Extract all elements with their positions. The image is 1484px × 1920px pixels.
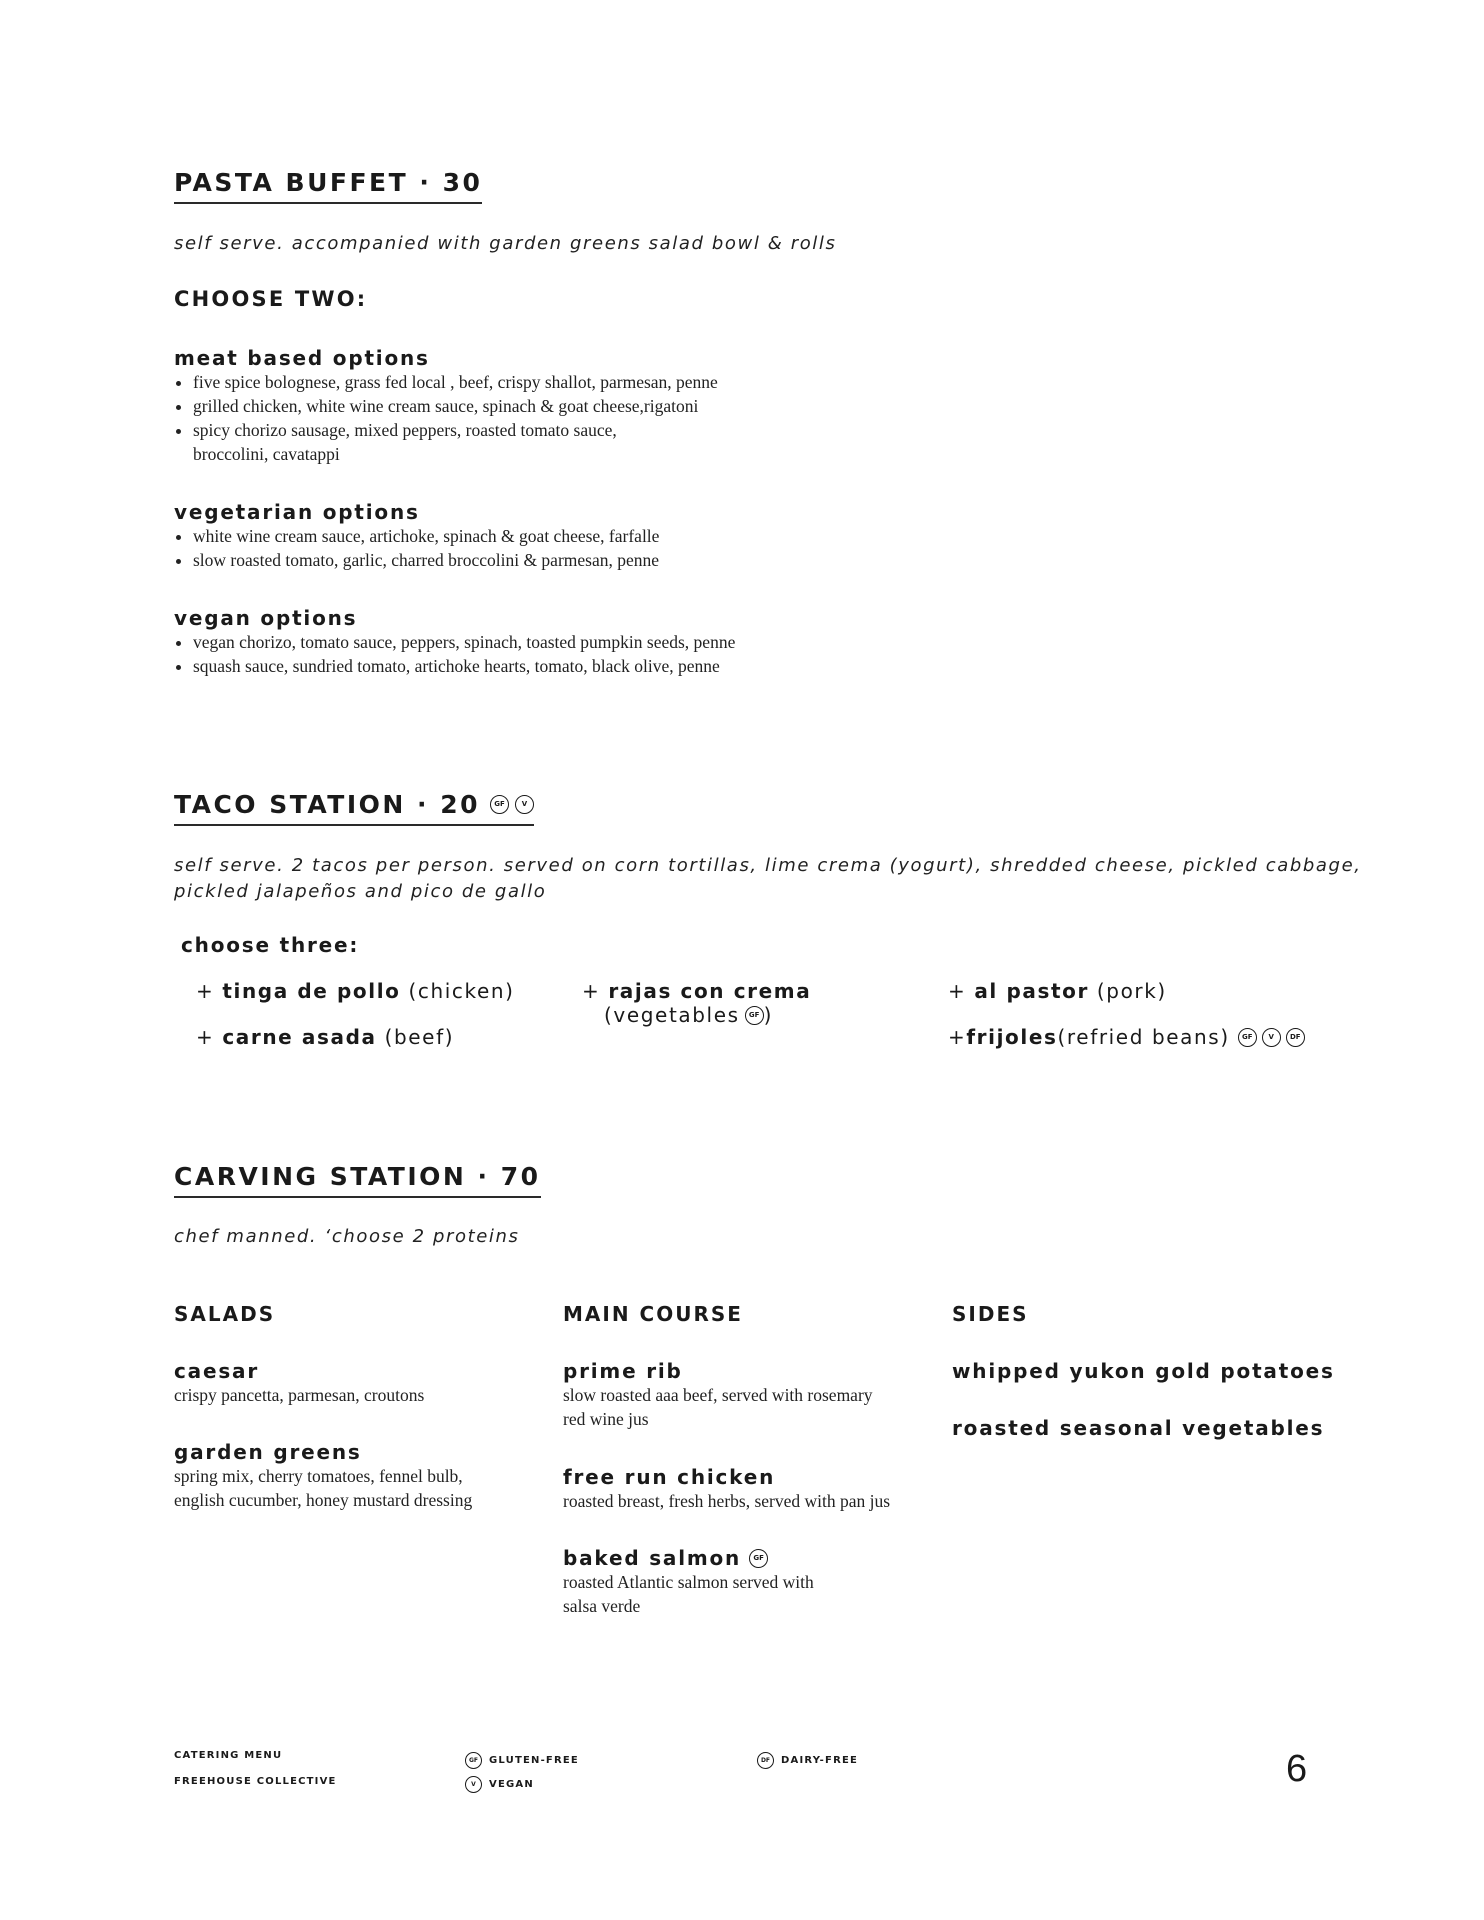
dish-name: free run chicken bbox=[563, 1465, 776, 1489]
pasta-vegetarian-section bbox=[174, 500, 833, 572]
tagline-line: pickled jalapeños and pico de gallo bbox=[174, 881, 547, 902]
carving-station-heading bbox=[174, 1162, 541, 1198]
option-name: carne asada bbox=[222, 1025, 377, 1049]
main-prime-rib bbox=[563, 1359, 873, 1431]
option-prefix: + bbox=[582, 979, 609, 1003]
category-title: vegetarian options bbox=[174, 500, 420, 524]
carving-station-title: CARVING STATION · 70 bbox=[174, 1162, 541, 1191]
category-title: vegan options bbox=[174, 606, 358, 630]
vegan-icon: V bbox=[1262, 1028, 1281, 1047]
dish-description: salsa verde bbox=[563, 1596, 641, 1616]
legend-vegan bbox=[465, 1776, 534, 1793]
dish-name: baked salmon bbox=[563, 1546, 742, 1570]
option-name: frijoles bbox=[966, 1025, 1058, 1049]
salad-garden-greens bbox=[174, 1440, 472, 1512]
gluten-free-icon: GF bbox=[749, 1549, 768, 1568]
dairy-free-icon: DF bbox=[757, 1752, 774, 1769]
vegan-icon: V bbox=[465, 1776, 482, 1793]
option-list bbox=[174, 524, 833, 572]
taco-option-tinga bbox=[196, 979, 515, 1003]
gluten-free-icon: GF bbox=[1238, 1028, 1257, 1047]
list-item: vegan chorizo, tomato sauce, peppers, spinach, toasted pumpkin seeds, penne bbox=[174, 630, 833, 654]
dish-name: caesar bbox=[174, 1359, 259, 1383]
dish-name-row bbox=[563, 1546, 814, 1570]
legend-dairy-free bbox=[757, 1752, 858, 1769]
main-course-heading: MAIN COURSE bbox=[563, 1302, 743, 1326]
option-prefix: + bbox=[948, 1025, 967, 1049]
dish-description: spring mix, cherry tomatoes, fennel bulb, bbox=[174, 1466, 463, 1486]
pasta-vegan-section bbox=[174, 606, 833, 678]
dish-description: slow roasted aaa beef, served with rosemary bbox=[563, 1385, 873, 1405]
salads-heading: SALADS bbox=[174, 1302, 276, 1326]
footer-catering-menu: CATERING MENU bbox=[174, 1750, 283, 1761]
legend-gluten-free bbox=[465, 1752, 579, 1769]
option-name: rajas con crema bbox=[608, 979, 812, 1003]
page-number: 6 bbox=[1286, 1748, 1308, 1790]
gluten-free-icon: GF bbox=[745, 1006, 764, 1025]
option-prefix: + bbox=[948, 979, 975, 1003]
dish-name: prime rib bbox=[563, 1359, 683, 1383]
pasta-buffet-title: PASTA BUFFET · 30 bbox=[174, 168, 483, 197]
legend-label: VEGAN bbox=[489, 1779, 534, 1790]
list-item: grilled chicken, white wine cream sauce, spinach & goat cheese,rigatoni bbox=[174, 394, 833, 418]
list-item: five spice bolognese, grass fed local , beef, crispy shallot, parmesan, penne bbox=[174, 370, 833, 394]
option-list bbox=[174, 370, 833, 466]
side-item: whipped yukon gold potatoes bbox=[952, 1359, 1335, 1383]
legend-label: DAIRY-FREE bbox=[781, 1755, 859, 1766]
carving-station-tagline: chef manned. ‘choose 2 proteins bbox=[174, 1226, 520, 1247]
option-note: (vegetables bbox=[604, 1003, 740, 1027]
vegan-icon: V bbox=[515, 795, 534, 814]
option-prefix: + bbox=[196, 979, 223, 1003]
taco-option-asada bbox=[196, 1025, 454, 1049]
dish-name: garden greens bbox=[174, 1440, 362, 1464]
pasta-buffet-tagline: self serve. accompanied with garden greens salad bowl & rolls bbox=[174, 233, 837, 254]
option-note: (beef) bbox=[376, 1025, 455, 1049]
taco-station-tagline bbox=[174, 853, 1362, 905]
taco-option-pastor bbox=[948, 979, 1167, 1003]
option-list bbox=[174, 630, 833, 678]
tagline-line: self serve. 2 tacos per person. served on corn tortillas, lime crema (yogurt), shredded cheese, pickled cabbage, bbox=[174, 855, 1362, 876]
taco-choose-three: choose three: bbox=[181, 933, 360, 957]
main-baked-salmon bbox=[563, 1546, 814, 1618]
dish-description: red wine jus bbox=[563, 1409, 649, 1429]
salad-caesar bbox=[174, 1359, 424, 1407]
option-name: al pastor bbox=[974, 979, 1089, 1003]
dish-description: roasted breast, fresh herbs, served with pan jus bbox=[563, 1491, 891, 1511]
option-note: (chicken) bbox=[400, 979, 515, 1003]
list-item: white wine cream sauce, artichoke, spinach & goat cheese, farfalle bbox=[174, 524, 833, 548]
pasta-meat-section bbox=[174, 346, 833, 466]
list-item: spicy chorizo sausage, mixed peppers, roasted tomato sauce, broccolini, cavatappi bbox=[174, 418, 673, 466]
option-name: tinga de pollo bbox=[222, 979, 401, 1003]
dish-description: english cucumber, honey mustard dressing bbox=[174, 1490, 473, 1510]
taco-option-frijoles bbox=[948, 1025, 1305, 1049]
taco-option-rajas bbox=[582, 979, 811, 1027]
taco-station-heading bbox=[174, 790, 534, 826]
main-free-run-chicken bbox=[563, 1465, 890, 1513]
dairy-free-icon: DF bbox=[1286, 1028, 1305, 1047]
sides-heading: SIDES bbox=[952, 1302, 1029, 1326]
side-item: roasted seasonal vegetables bbox=[952, 1416, 1325, 1440]
dish-description: crispy pancetta, parmesan, croutons bbox=[174, 1385, 425, 1405]
option-prefix: + bbox=[196, 1025, 223, 1049]
dish-description: roasted Atlantic salmon served with bbox=[563, 1572, 814, 1592]
taco-station-title: TACO STATION · 20 bbox=[174, 790, 481, 819]
gluten-free-icon: GF bbox=[490, 795, 509, 814]
option-note-close: ) bbox=[763, 1003, 774, 1027]
gluten-free-icon: GF bbox=[465, 1752, 482, 1769]
category-title: meat based options bbox=[174, 346, 430, 370]
footer-freehouse-collective: FREEHOUSE COLLECTIVE bbox=[174, 1776, 337, 1787]
legend-label: GLUTEN-FREE bbox=[489, 1755, 579, 1766]
pasta-choose-two: CHOOSE TWO: bbox=[174, 287, 368, 311]
option-note: (refried beans) bbox=[1057, 1025, 1230, 1049]
list-item: squash sauce, sundried tomato, artichoke hearts, tomato, black olive, penne bbox=[174, 654, 833, 678]
pasta-buffet-heading bbox=[174, 168, 482, 204]
option-note: (pork) bbox=[1088, 979, 1167, 1003]
list-item: slow roasted tomato, garlic, charred broccolini & parmesan, penne bbox=[174, 548, 833, 572]
